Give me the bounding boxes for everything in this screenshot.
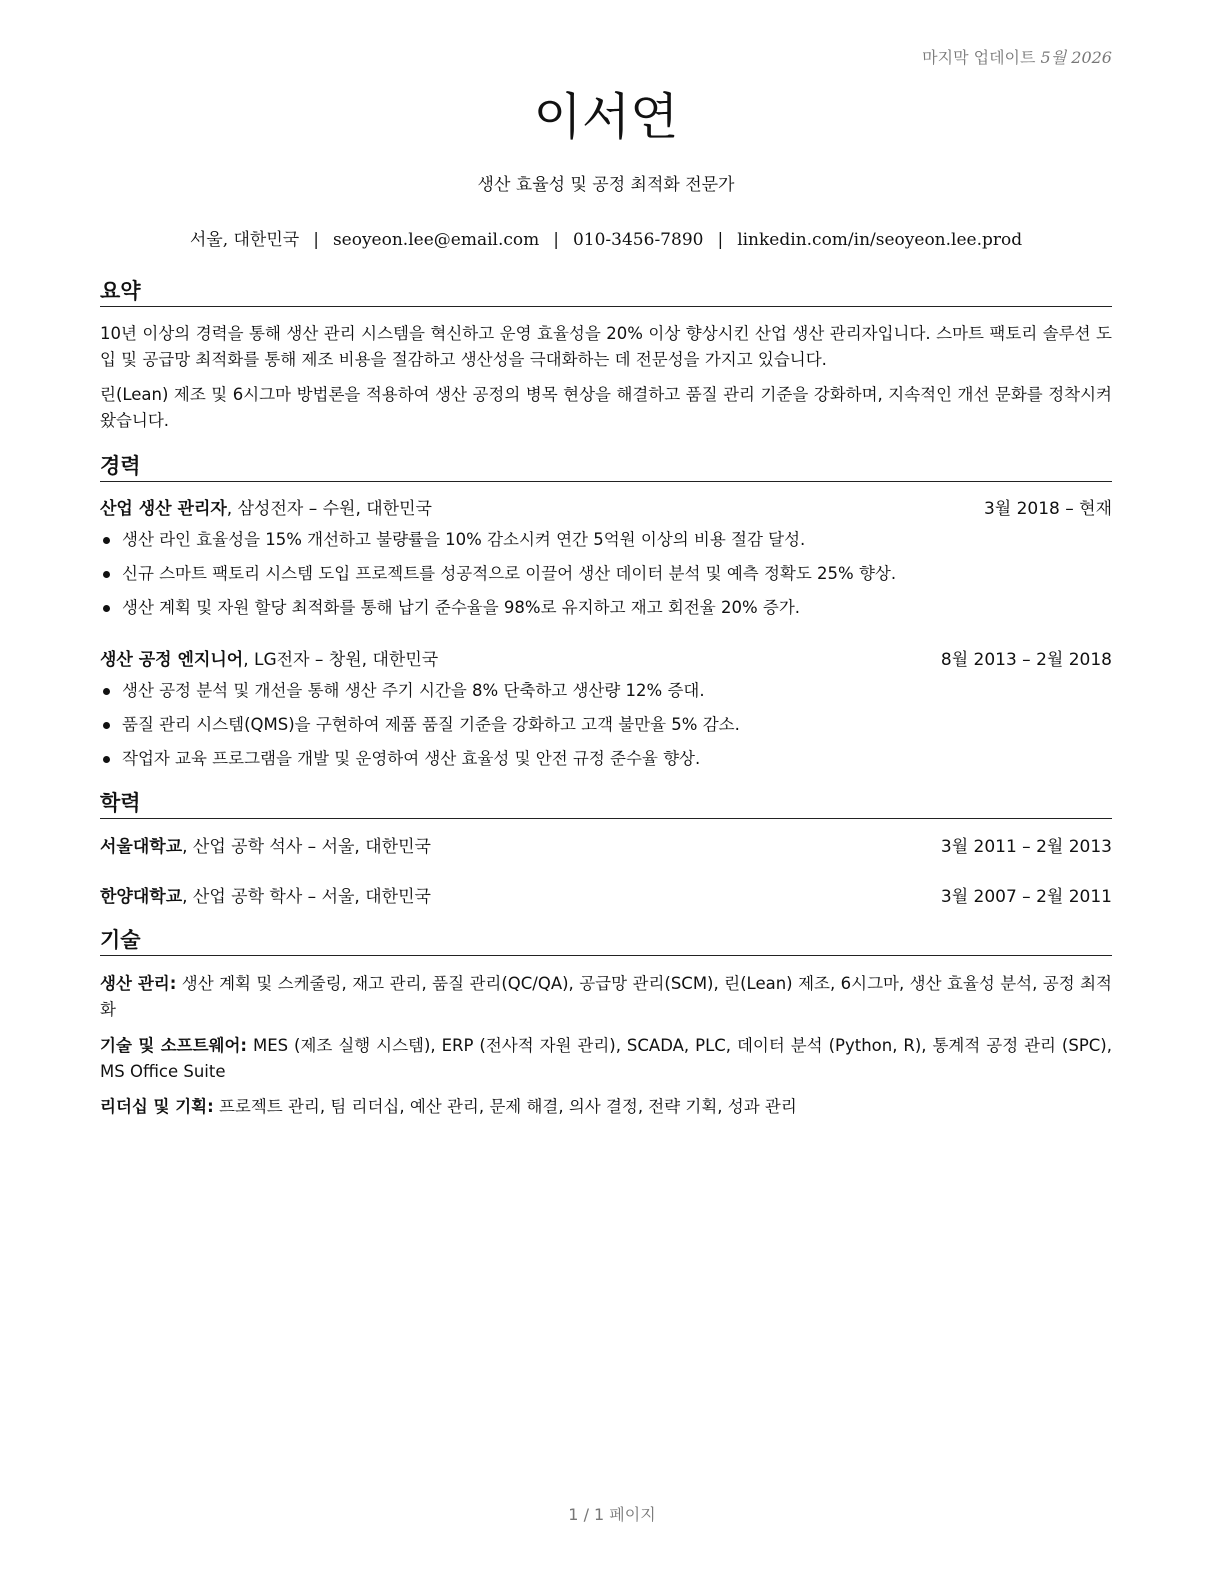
contact-phone: 010-3456-7890 — [572, 230, 704, 250]
education-row — [100, 884, 1112, 910]
list-item: 생산 계획 및 자원 할당 최적화를 통해 납기 준수율을 98%로 유지하고 재고 회전율 20% 증가. — [100, 595, 1112, 629]
list-item: 생산 공정 분석 및 개선을 통해 생산 주기 시간을 8% 단축하고 생산량 12% 증대. — [100, 678, 1112, 712]
resume-page — [100, 0, 1112, 1584]
education-dates: 3월 2007 – 2월 2011 — [940, 887, 1112, 907]
education-dates: 3월 2011 – 2월 2013 — [940, 837, 1112, 857]
job-bullets — [100, 527, 1112, 629]
section-title-skills: 기술 — [100, 926, 1112, 956]
skill-text: MES (제조 실행 시스템), ERP (전사적 자원 관리), SCADA, PLC, 데이터 분석 (Python, R), 통계적 공정 관리 (SPC), MS Office Suite — [100, 1036, 1112, 1081]
list-item: 작업자 교육 프로그램을 개발 및 운영하여 생산 효율성 및 안전 규정 준수율 향상. — [100, 746, 1112, 780]
section-title-education: 학력 — [100, 789, 1112, 819]
job-role: 생산 공정 엔지니어 — [100, 650, 244, 670]
job-header — [100, 496, 1112, 522]
education-detail: , 산업 공학 석사 – 서울, 대한민국 — [182, 837, 431, 857]
education-row — [100, 834, 1112, 860]
education-school: 서울대학교 — [100, 837, 183, 857]
skill-text: 프로젝트 관리, 팀 리더십, 예산 관리, 문제 해결, 의사 결정, 전략 기획, 성과 관리 — [213, 1097, 797, 1116]
skill-line — [100, 1094, 1112, 1120]
page-number: 1 / 1 페이지 — [568, 1505, 656, 1524]
job-role: 산업 생산 관리자 — [100, 499, 227, 519]
contact-separator: | — [717, 230, 724, 250]
section-title-experience: 경력 — [100, 452, 1112, 482]
job-dates: 3월 2018 – 현재 — [983, 499, 1112, 519]
skill-label: 기술 및 소프트웨어: — [100, 1036, 248, 1055]
contact-location: 서울, 대한민국 — [189, 230, 300, 250]
list-item: 신규 스마트 팩토리 시스템 도입 프로젝트를 성공적으로 이끌어 생산 데이터 분석 및 예측 정확도 25% 향상. — [100, 561, 1112, 595]
candidate-name: 이서연 — [533, 88, 679, 146]
contact-separator: | — [553, 230, 559, 250]
skill-text: 생산 계획 및 스케줄링, 재고 관리, 품질 관리(QC/QA), 공급망 관리(SCM), 린(Lean) 제조, 6시그마, 생산 효율성 분석, 공정 최적화 — [100, 974, 1112, 1019]
education-school: 한양대학교 — [100, 887, 183, 907]
summary-paragraph: 린(Lean) 제조 및 6시그마 방법론을 적용하여 생산 공정의 병목 현상을 해결하고 품질 관리 기준을 강화하며, 지속적인 개선 문화를 정착시켜왔습니다. — [100, 385, 1112, 430]
skill-line — [100, 1033, 1112, 1085]
summary-paragraph: 10년 이상의 경력을 통해 생산 관리 시스템을 혁신하고 운영 효율성을 20% 이상 향상시킨 산업 생산 관리자입니다. 스마트 팩토리 솔루션 도입 및 공급망 최적화를 통해 제조 비용을 절감하고 생산성을 극대화하는 데 전문성을 가지고 있습니다. — [100, 324, 1112, 369]
list-item: 품질 관리 시스템(QMS)을 구현하여 제품 품질 기준을 강화하고 고객 불만율 5% 감소. — [100, 712, 1112, 746]
job-header — [100, 647, 1112, 673]
job-bullets — [100, 678, 1112, 780]
skill-label: 생산 관리: — [100, 974, 177, 993]
section-title-summary: 요약 — [100, 277, 1112, 307]
job-dates: 8월 2013 – 2월 2018 — [940, 650, 1112, 670]
skill-line — [100, 971, 1112, 1023]
contact-email[interactable]: seoyeon.lee@email.com — [332, 230, 540, 250]
contact-linkedin[interactable]: linkedin.com/in/seoyeon.lee.prod — [737, 230, 1023, 250]
last-updated: 마지막 업데이트 5월 2026 — [922, 48, 1112, 67]
skill-label: 리더십 및 기획: — [100, 1097, 214, 1116]
list-item: 생산 라인 효율성을 15% 개선하고 불량률을 10% 감소시켜 연간 5억원 이상의 비용 절감 달성. — [100, 527, 1112, 561]
education-detail: , 산업 공학 학사 – 서울, 대한민국 — [182, 887, 431, 907]
job-company: , 삼성전자 – 수원, 대한민국 — [226, 499, 432, 519]
contact-separator: | — [313, 230, 319, 250]
candidate-tagline: 생산 효율성 및 공정 최적화 전문가 — [477, 175, 735, 195]
contact-line — [100, 225, 1112, 250]
job-company: , LG전자 – 창원, 대한민국 — [243, 650, 439, 670]
